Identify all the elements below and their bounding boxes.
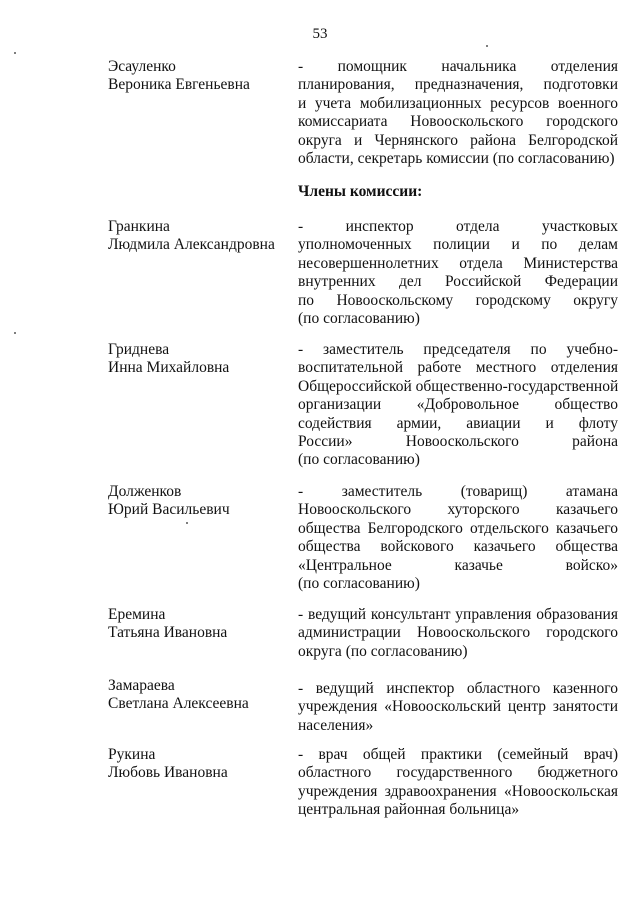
role-line: «Центральное казачье войско»: [298, 556, 618, 574]
role-line: - инспектор отдела участковых: [298, 218, 618, 235]
role-line: Новооскольского хуторского казачьего: [298, 501, 618, 519]
role-line: (по согласованию): [298, 451, 420, 469]
member-role: [298, 218, 618, 328]
member-name: [108, 483, 288, 519]
member-given-name: Любовь Ивановна: [108, 764, 228, 781]
role-line: - ведущий инспектор областного казенного: [298, 680, 618, 697]
role-line: по Новооскольскому городскому округу: [298, 291, 618, 309]
role-line: и учета мобилизационных ресурсов военного: [298, 94, 618, 112]
role-line: содействия армии, авиации и флоту: [298, 414, 618, 432]
member-given-name: Людмила Александровна: [108, 236, 275, 253]
scan-speck: [14, 332, 16, 334]
role-line: центральная районная больница»: [298, 801, 520, 819]
member-name: [108, 58, 288, 94]
member-surname: Эсауленко: [108, 58, 176, 75]
member-given-name: Светлана Алексеевна: [108, 695, 249, 712]
role-line: воспитательной работе местного отделения: [298, 359, 618, 377]
member-role: [298, 680, 618, 735]
member-name: [108, 218, 288, 254]
member-surname: Гриднева: [108, 341, 170, 358]
member-given-name: Татьяна Ивановна: [108, 624, 228, 641]
member-surname: Долженков: [108, 483, 182, 500]
member-surname: Еремина: [108, 606, 166, 623]
role-line: округа и Чернянского района Белгородской: [298, 131, 618, 149]
role-line: организации «Добровольное общество: [298, 396, 618, 414]
role-line: комиссариата Новооскольского городского: [298, 113, 618, 131]
role-line: внутренних дел Российской Федерации: [298, 273, 618, 291]
role-line: - врач общей практики (семейный врач): [298, 746, 618, 763]
scan-speck: [14, 52, 16, 54]
scan-speck: [486, 45, 488, 47]
member-surname: Замараева: [108, 677, 175, 694]
role-line: областного государственного бюджетного: [298, 764, 618, 782]
member-role: [298, 606, 618, 661]
member-given-name: Юрий Васильевич: [108, 501, 230, 518]
page-number: 53: [312, 26, 328, 42]
scan-speck: [186, 522, 188, 524]
member-given-name: Инна Михайловна: [108, 359, 230, 376]
role-line: общества войскового казачьего общества: [298, 538, 618, 556]
role-line: - заместитель (товарищ) атамана: [298, 483, 618, 500]
role-line: уполномоченных полиции и по делам: [298, 236, 618, 254]
role-line: несовершеннолетних отдела Министерства: [298, 254, 618, 272]
member-given-name: Вероника Евгеньевна: [108, 76, 250, 93]
role-line: округа (по согласованию): [298, 642, 468, 660]
member-name: [108, 677, 288, 713]
role-line: (по согласованию): [298, 310, 420, 328]
role-line: - ведущий консультант управления образования: [298, 606, 618, 623]
member-name: [108, 746, 288, 782]
role-line: населения»: [298, 716, 374, 734]
member-name: [108, 606, 288, 642]
role-line: администрации Новооскольского городского: [298, 624, 618, 642]
member-role: [298, 58, 618, 168]
member-name: [108, 341, 288, 377]
member-surname: Гранкина: [108, 218, 170, 235]
role-line: Общероссийской общественно-государственной: [298, 377, 619, 395]
role-line: - заместитель председателя по учебно-: [298, 341, 618, 358]
role-line: - помощник начальника отделения: [298, 58, 618, 75]
role-line: общества Белгородского отдельского казачьего: [298, 519, 618, 537]
member-surname: Рукина: [108, 746, 156, 763]
section-header: Члены комиссии:: [298, 183, 423, 200]
member-role: [298, 746, 618, 820]
role-line: России» Новооскольского района: [298, 433, 618, 451]
member-role: [298, 483, 618, 593]
role-line: учреждения здравоохранения «Новооскольская: [298, 782, 618, 800]
role-line: планирования, предназначения, подготовки: [298, 76, 618, 94]
role-line: области, секретарь комиссии (по согласованию): [298, 150, 615, 168]
member-role: [298, 341, 618, 470]
role-line: (по согласованию): [298, 575, 420, 593]
role-line: учреждения «Новооскольский центр занятости: [298, 698, 618, 716]
